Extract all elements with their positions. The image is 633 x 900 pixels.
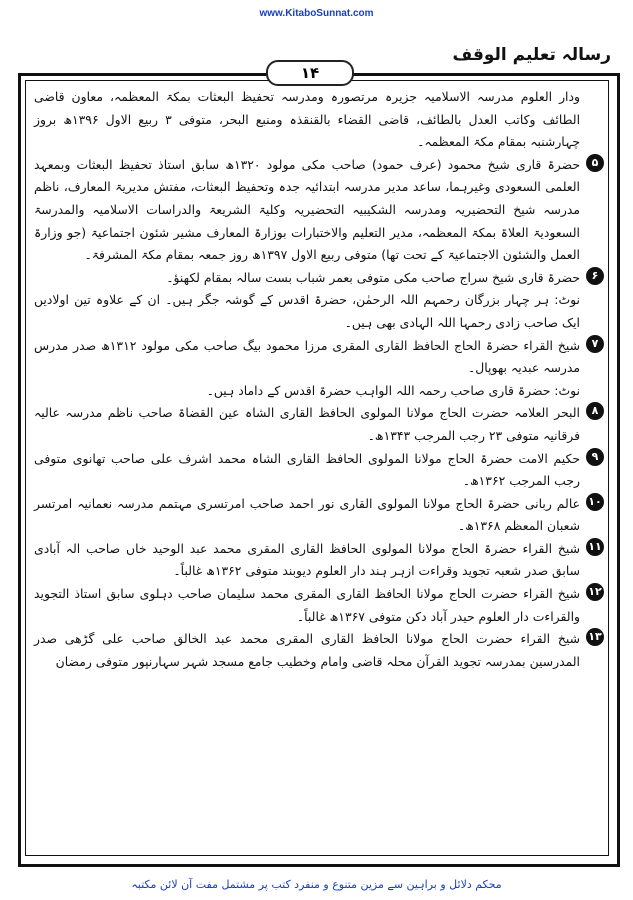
entry-number-badge: ۱۰ [586,493,604,511]
entry-number-badge: ۵ [586,154,604,172]
note-entry [34,289,580,334]
entry-text: نوٹ: حضرۃ قاری صاحب رحمہ اللہ الواہب حضرۃ اقدس کے داماد ہیں۔ [206,382,580,398]
entry-text: البحر العلامہ حضرت الحاج مولانا المولوی الحافظ القاری الشاہ عین القضاۃ صاحب ناظم مدرسہ عالیہ فرقانیہ متوفی ۲۳ رجب المرجب ۱۳۴۳ھ۔ [34,405,580,443]
page-body [34,86,602,848]
footer-tagline: محکم دلائل و براہین سے مزین متنوع و منفرد کتب پر مشتمل مفت آن لائن مکتبہ [131,878,502,891]
entry-text: شیخ القراء حضرۃ الحاج الحافظ القاری المقری مرزا محمود بیگ صاحب مکی مولود ۱۳۱۲ھ صدر مدرس مدرسہ عبدیہ بھوپال۔ [34,337,580,376]
numbered-entry [34,628,602,673]
numbered-entry [34,402,599,447]
page-header-title: رسالہ تعلیم الوقف [452,45,611,65]
entry-text: حکیم الامت حضرۃ الحاج مولانا المولوی الحافظ القاری الشاہ محمد اشرف علی صاحب تھانوی متوفی رجب المرجب ۱۳۶۲ھ۔ [34,450,580,489]
numbered-entry [34,448,599,493]
numbered-entry [34,583,602,628]
entry-text: عالم ربانی حضرۃ الحاج مولانا المولوی القاری نور احمد صاحب امرتسری مہتمم مدرسہ نعمانیہ امرتسر شعبان المعظم ۱۳۶۸ھ۔ [34,495,580,534]
entry-text: شیخ القراء حضرۃ الحاج مولانا المولوی الحافظ القاری المقری محمد عبد الوحید خاں صاحب الہ آبادی سابق صدر شعبہ تجوید وقراءت ازہر ہند دار العلوم دیوبند متوفی ۱۳۶۲ھ غالباً۔ [34,540,580,579]
entry-number-badge: ۱۱ [586,538,604,556]
numbered-entry [34,493,602,538]
entry-number-badge: ۹ [586,448,604,466]
entry-number-badge: ۱۳ [586,628,604,646]
site-url: www.KitaboSunnat.com [259,8,374,19]
intro-paragraph: ودار العلوم مدرسہ الاسلامیہ جزیرہ مرتصورہ ومدرسہ تحفیظ البعثات بمکۃ المعظمہ، معاون قاضی الطائف وکاتب العدل بالطائف، قاضی القضاء بالقنقذہ ومنبع البحر، متوفی ۳ ربیع الاول ۱۳۹۶ھ بروز چہارشنبہ بمقام مکۃ المعظمہ۔ [34,89,581,150]
numbered-entry [34,267,599,290]
numbered-entry [34,538,602,583]
entry-text: حضرۃ قاری شیخ محمود (عرف حمود) صاحب مکی مولود ۱۳۲۰ھ سابق استاذ تحفیظ البعثات وبمعہد العلمی السعودی وغیرہما، ساعد مدیر مدرسہ ابتدائیہ جدہ وتحفیظ البعثات، مفتش مدیریۃ المعارف، ناظم مدرسہ شیخ التحضیریہ ومدرسہ الشکیبیہ التحضیریہ وکلیۃ الشریعۃ والدراسات الاسلامیہ والمدرسۃ السعودیۃ العلاۃ بمکۃ المعظمہ، مدیر التعلیم والاختبارات بوزارۃ المعارف مشیر شئون اجتماعیۃ (جو وزارۃ العمل والشئون الاجتماعیۃ کے تحت تھا) متوفی ربیع الاول ۱۳۹۷ھ روز جمعہ بمقام مکۃ المشرفۃ۔ [34,156,580,263]
entry-text: حضرۃ قاری شیخ سراج صاحب مکی متوفی بعمر شباب بست سالہ بمقام لکھنؤ۔ [166,269,580,285]
page-number: ۱۴ [266,60,354,86]
entry-number-badge: ۸ [586,402,604,420]
numbered-entry [34,154,599,267]
entry-text: نوٹ: ہر چہار بزرگان رحمہم اللہ الرحمٰن، حضرۃ اقدس کے گوشہ جگر ہیں۔ ان کے علاوہ تین اولادیں ایک صاحب زادی رحمہا اللہ الہادی بھی ہیں۔ [34,292,580,330]
numbered-entry [34,335,599,380]
entry-number-badge: ۷ [586,335,604,353]
entries-list [34,154,602,674]
entry-number-badge: ۱۲ [586,583,604,601]
note-entry [34,380,580,403]
entry-text: شیخ القراء حضرت الحاج مولانا الحافظ القاری المقری محمد عبد الخالق صاحب علی گڑھی صدر المدرسین بمدرسہ تجوید القرآن محلہ قاضی وامام وخطیب جامع مسجد شہر سہارنپور متوفی رمضان [34,631,580,669]
entry-number-badge: ۶ [586,267,604,285]
entry-text: شیخ القراء حضرت الحاج مولانا الحافظ القاری المقری محمد سلیمان صاحب دہلوی سابق استاذ التجوید والقراءت دار العلوم حیدر آباد دکن متوفی ۱۳۶۷ھ غالباً۔ [34,586,580,624]
